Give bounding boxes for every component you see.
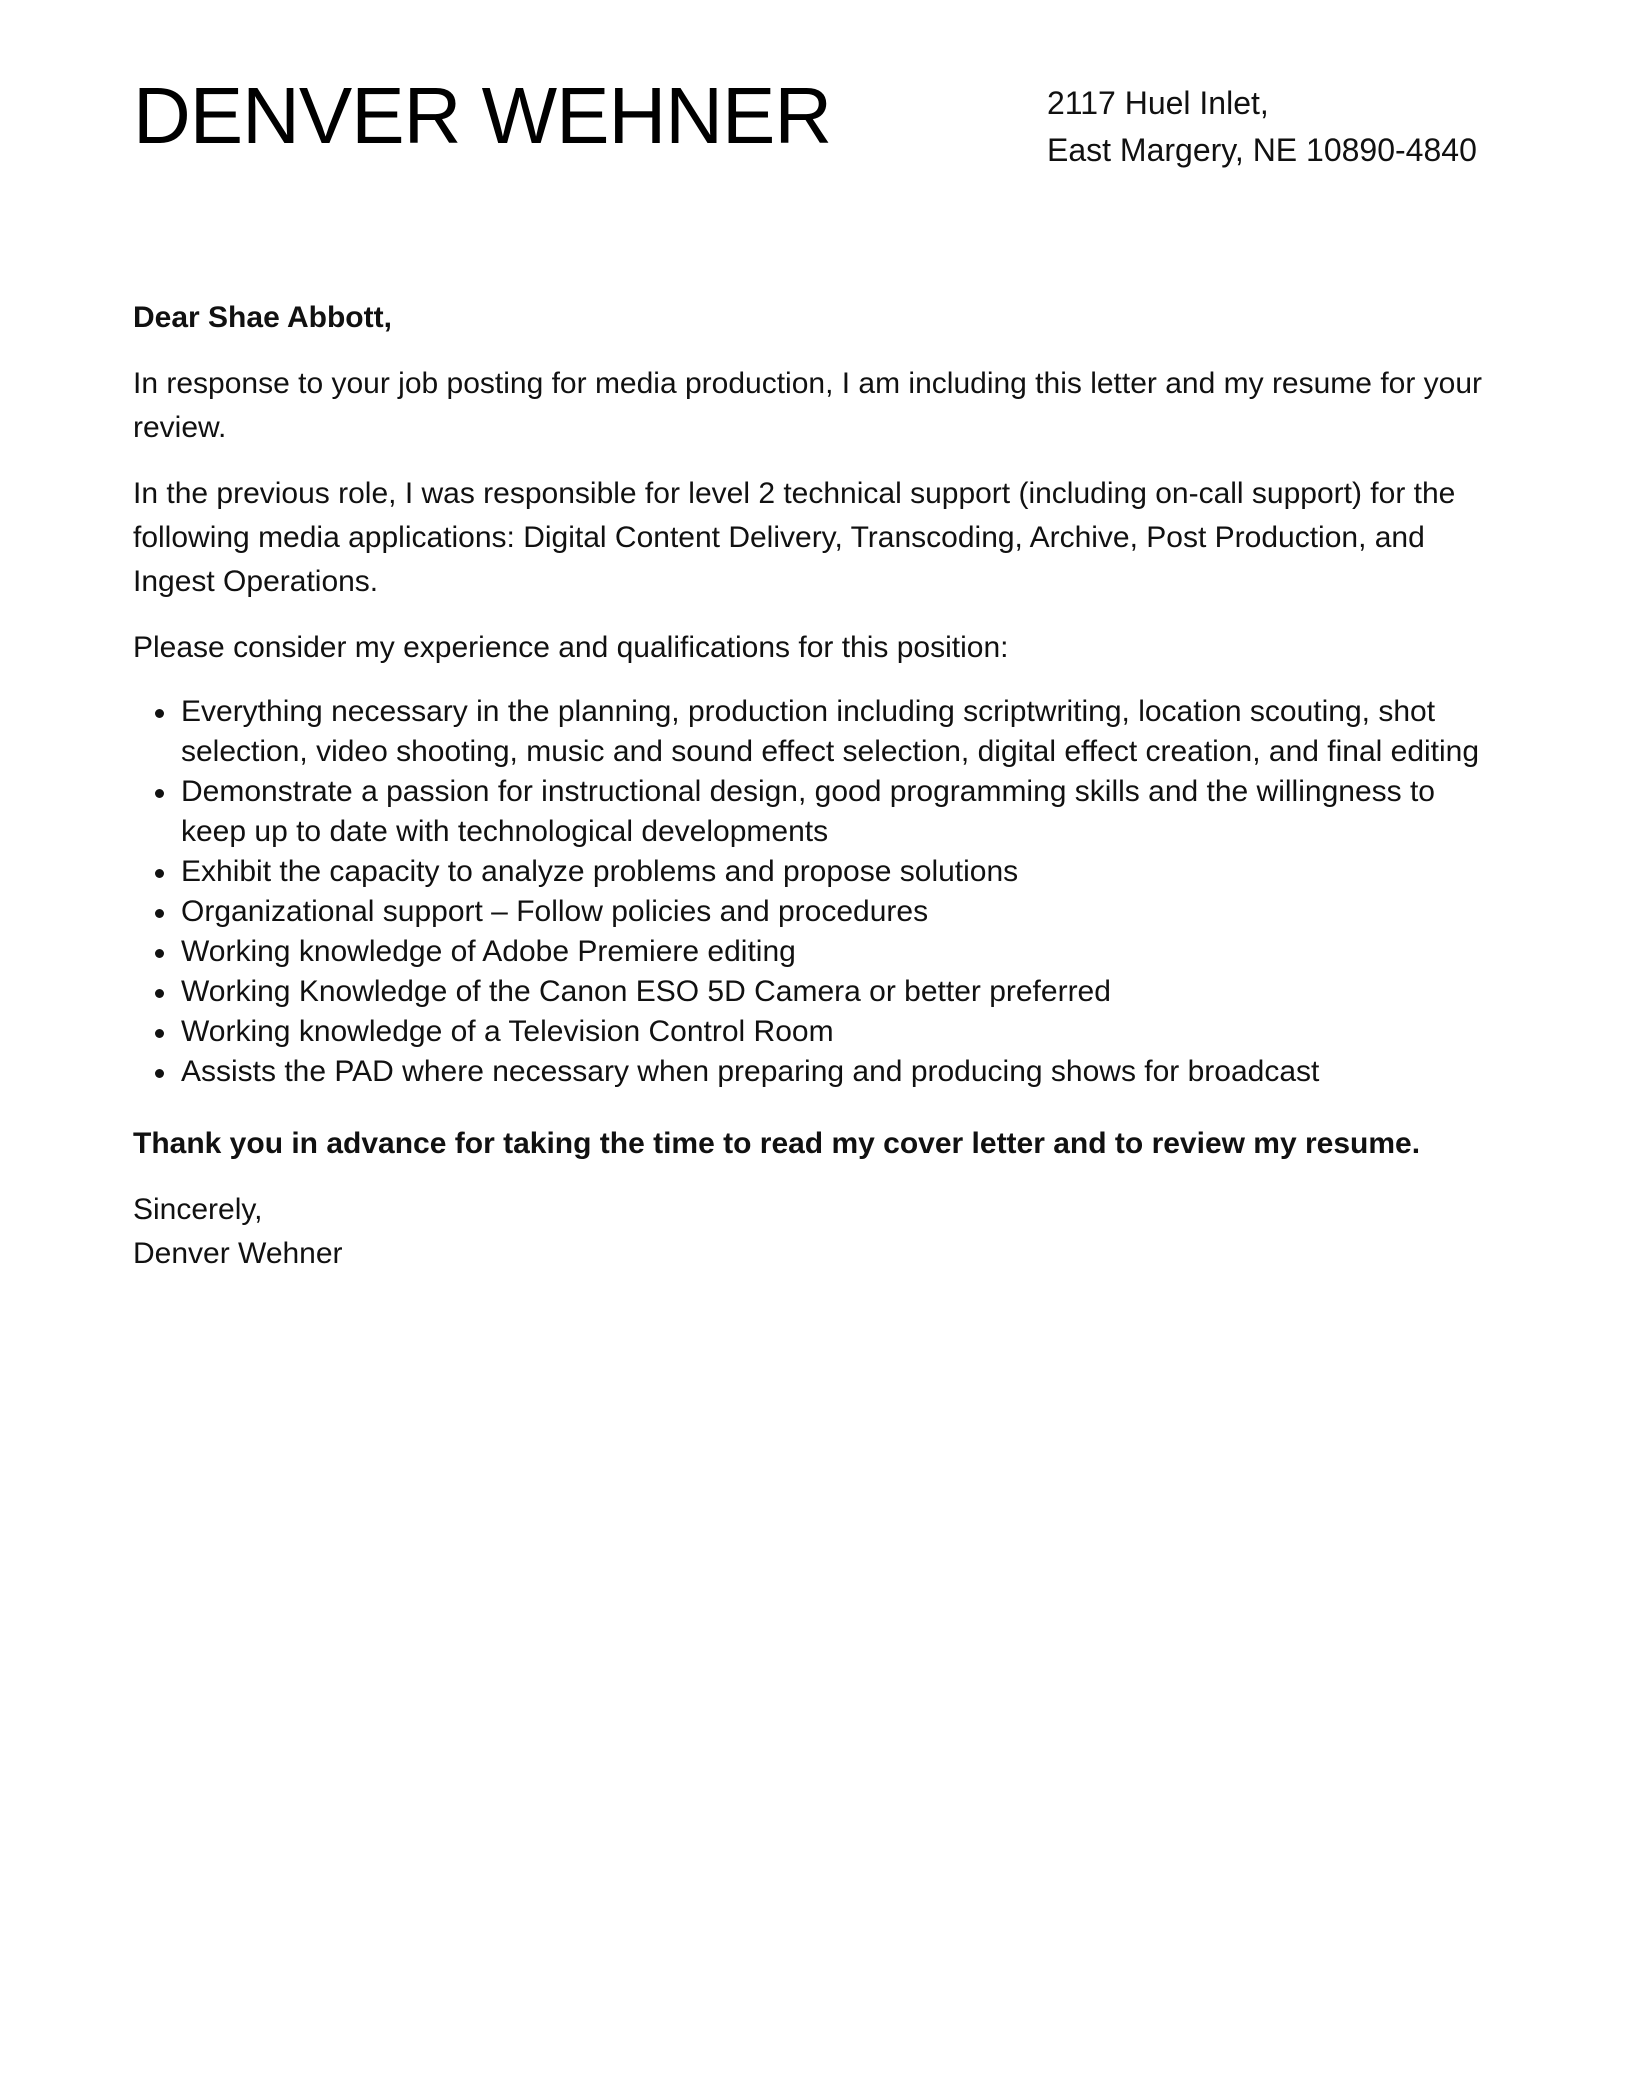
list-item: Assists the PAD where necessary when preparing and producing shows for broadcast <box>181 1052 1503 1092</box>
qualifications-list <box>133 692 1503 1092</box>
experience-paragraph: In the previous role, I was responsible for level 2 technical support (including on-call support) for the following media applications: Digital Content Delivery, Transcoding, Archive, Post Production, and Ingest Operations. <box>133 477 1456 598</box>
letter-body <box>133 296 1503 1276</box>
salutation: Dear Shae Abbott, <box>133 301 392 334</box>
list-item: Working Knowledge of the Canon ESO 5D Camera or better preferred <box>181 972 1503 1012</box>
signoff: Sincerely, <box>133 1193 263 1226</box>
list-item: Demonstrate a passion for instructional design, good programming skills and the willingness to keep up to date with technological developments <box>181 772 1503 852</box>
qualifications-intro: Please consider my experience and qualifications for this position: <box>133 631 1009 664</box>
sender-name: DENVER WEHNER <box>133 71 832 160</box>
list-item: Organizational support – Follow policies and procedures <box>181 892 1503 932</box>
list-item: Everything necessary in the planning, production including scriptwriting, location scouting, shot selection, video shooting, music and sound effect selection, digital effect creation, and final editing <box>181 692 1503 772</box>
address-line-2: East Margery, NE 10890-4840 <box>1047 132 1477 168</box>
list-item: Working knowledge of Adobe Premiere editing <box>181 932 1503 972</box>
list-item: Exhibit the capacity to analyze problems and propose solutions <box>181 852 1503 892</box>
address-line-1: 2117 Huel Inlet, <box>1047 85 1269 121</box>
intro-paragraph: In response to your job posting for media production, I am including this letter and my resume for your review. <box>133 367 1483 444</box>
list-item: Working knowledge of a Television Control Room <box>181 1012 1503 1052</box>
closing-statement: Thank you in advance for taking the time to read my cover letter and to review my resume. <box>133 1127 1421 1160</box>
sender-address <box>1047 80 1477 174</box>
signature: Denver Wehner <box>133 1237 343 1270</box>
